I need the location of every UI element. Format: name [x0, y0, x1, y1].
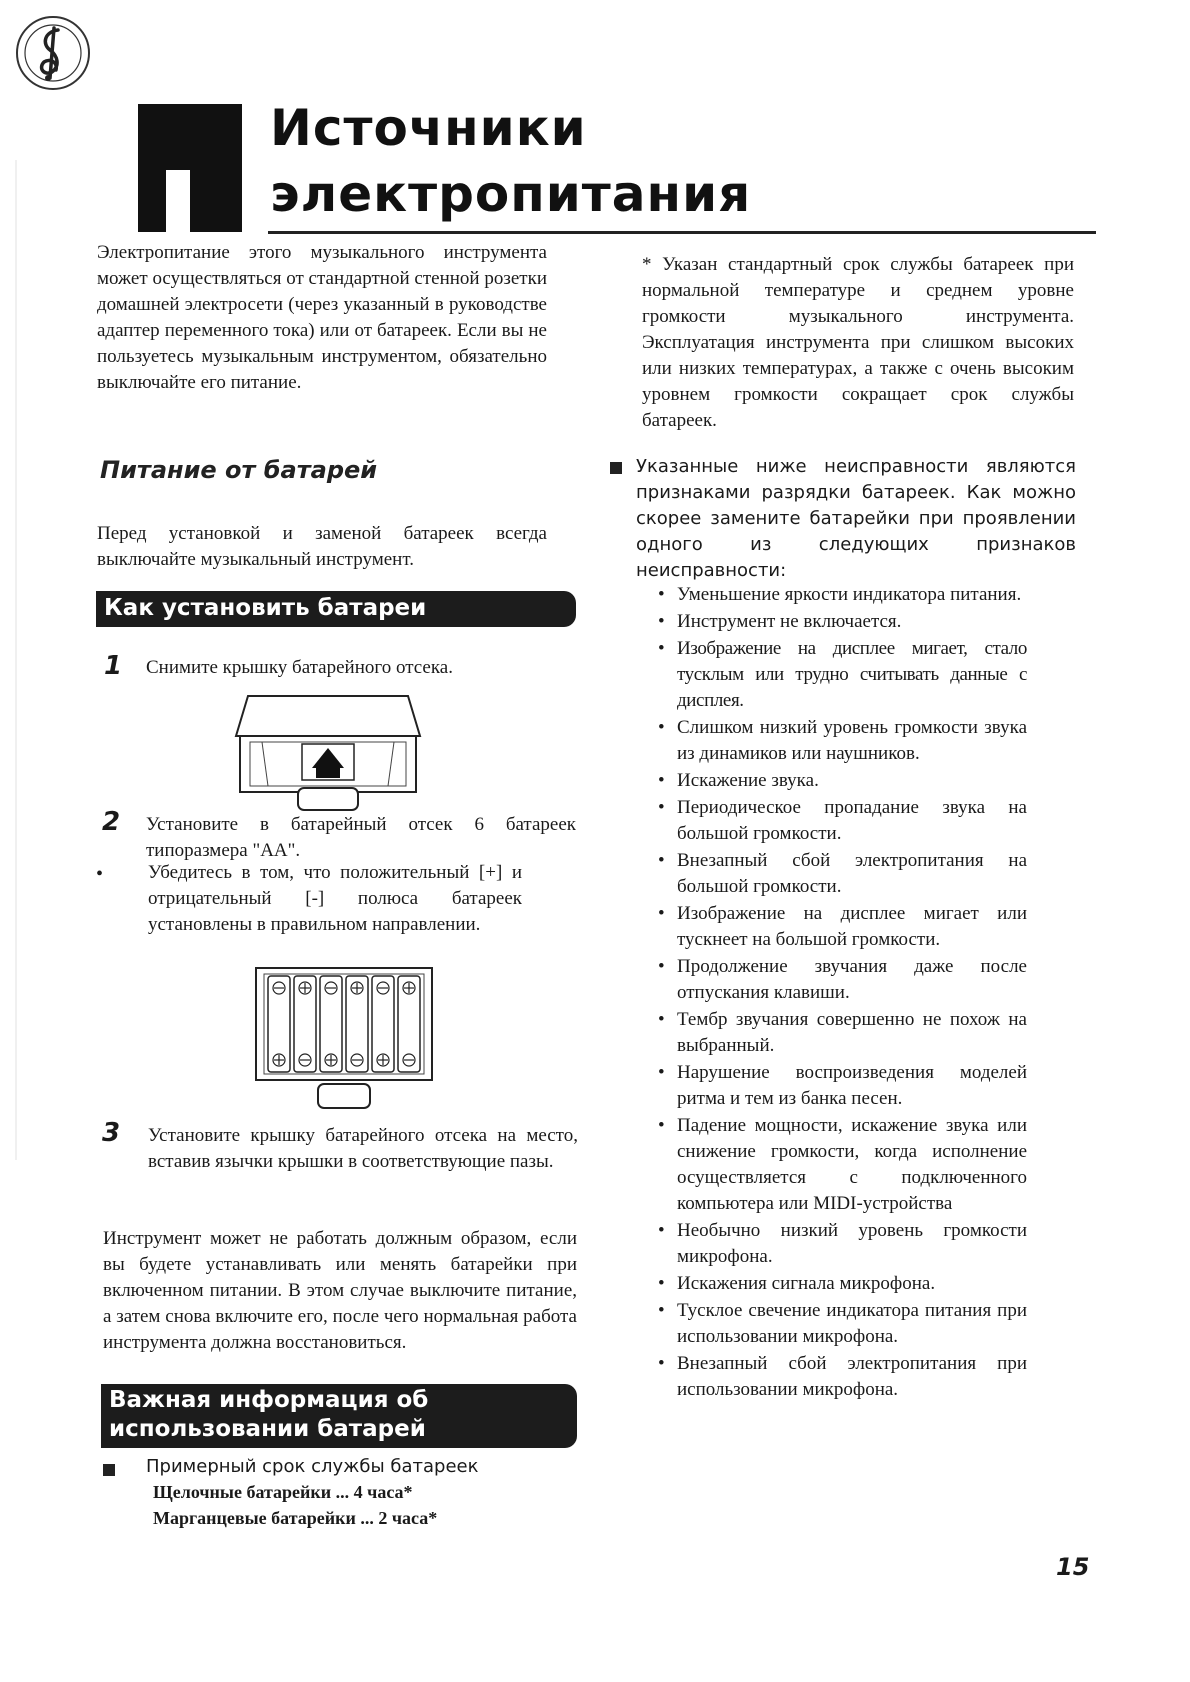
install-heading: Как установить батареи	[96, 591, 576, 627]
list-item: • Искажения сигнала микрофона.	[658, 1273, 936, 1294]
batteries-installed-illustration	[254, 966, 434, 1114]
step-3-number: 3	[102, 1118, 121, 1148]
square-bullet-icon	[103, 1464, 115, 1476]
important-heading-line-2: использовании батарей	[109, 1416, 426, 1442]
list-item: • Тембр звучания совершенно не похож на выбранный.	[658, 1009, 1027, 1056]
chapter-mark-icon	[138, 104, 242, 232]
list-item: • Нарушение воспроизведения моделей ритма и тем из банка песен.	[658, 1062, 1027, 1109]
battery-section-heading: Питание от батарей	[100, 456, 378, 484]
page-number: 15	[1056, 1553, 1090, 1581]
list-item: • Изображение на дисплее мигает или тускнеет на большой громкости.	[658, 903, 1027, 950]
step-3-text: Установите крышку батарейного отсека на место, вставив язычки крышки в соответствующие пазы.	[148, 1125, 578, 1172]
list-item: • Внезапный сбой электропитания на большой громкости.	[658, 850, 1027, 897]
list-item: • Продолжение звучания даже после отпускания клавиши.	[658, 956, 1027, 1003]
install-warning: Инструмент может не работать должным образом, если вы будете устанавливать или менять батарейки при включенном питании. В этом случае выключите питание, а затем снова включите его, после чего нормальная работа инструмента должна восстановиться.	[103, 1228, 577, 1353]
list-item: • Тусклое свечение индикатора питания при использовании микрофона.	[658, 1300, 1027, 1347]
list-item: • Инструмент не включается.	[658, 611, 902, 632]
list-item: • Искажение звука.	[658, 770, 819, 791]
list-item: • Уменьшение яркости индикатора питания.	[658, 584, 1022, 605]
battery-note: Перед установкой и заменой батареек всегда выключайте музыкальный инструмент.	[97, 523, 547, 570]
list-item: • Изображение на дисплее мигает, стало тусклым или трудно считывать данные с дисплея.	[658, 638, 1027, 711]
step-2-text: Установите в батарейный отсек 6 батареек типоразмера "AA".	[146, 814, 576, 861]
scan-edge-shadow	[15, 160, 17, 1160]
step-2-bullet-dot: •	[96, 863, 104, 885]
intro-paragraph: Электропитание этого музыкального инструмента может осуществляться от стандартной стенной розетки домашней электросети (через указанный в руководстве адаптер переменного тока) или от батареек. Если вы не пользуетесь музыкальным инструментом, обязательно выключайте его питание.	[97, 242, 547, 393]
important-heading	[101, 1384, 577, 1448]
lifetime-label: Примерный срок службы батареек	[146, 1456, 479, 1477]
list-item: • Падение мощности, искажение звука или снижение громкости, когда исполнение осуществляется с подключенного компьютера или MIDI-устройства	[658, 1115, 1027, 1214]
alkaline-lifetime: Щелочные батарейки ... 4 часа*	[153, 1482, 413, 1502]
list-item: • Слишком низкий уровень громкости звука из динамиков или наушников.	[658, 717, 1027, 764]
battery-life-footnote: * Указан стандартный срок службы батареек при нормальной температуре и среднем уровне громкости музыкального инструмента. Эксплуатация инструмента при слишком высоких или низких температурах, а также с очень высоким уровнем громкости сокращает срок службы батареек.	[642, 254, 1074, 431]
square-bullet-icon	[610, 462, 622, 474]
important-heading-line-1: Важная информация об	[109, 1387, 429, 1413]
symptoms-intro: Указанные ниже неисправности являются признаками разрядки батареек. Как можно скорее замените батарейки при проявлении одного из следующих признаков неисправности:	[636, 456, 1076, 581]
step-2-number: 2	[102, 807, 121, 837]
title-line-2: электропитания	[270, 165, 752, 223]
battery-cover-illustration	[232, 692, 424, 812]
treble-clef-logo-icon	[14, 14, 92, 92]
manganese-lifetime: Марганцевые батарейки ... 2 часа*	[153, 1508, 438, 1528]
step-1-text: Снимите крышку батарейного отсека.	[146, 657, 453, 678]
list-item: • Внезапный сбой электропитания при использовании микрофона.	[658, 1353, 1027, 1400]
list-item: • Необычно низкий уровень громкости микрофона.	[658, 1220, 1027, 1267]
title-line-1: Источники	[270, 99, 587, 157]
step-1-number: 1	[104, 651, 123, 681]
title-divider	[268, 231, 1096, 234]
list-item: • Периодическое пропадание звука на большой громкости.	[658, 797, 1027, 844]
page-title	[270, 95, 751, 227]
step-2-bullet-text: Убедитесь в том, что положительный [+] и отрицательный [-] полюса батареек установлены в правильном направлении.	[148, 862, 522, 935]
symptoms-list	[658, 582, 1027, 1404]
